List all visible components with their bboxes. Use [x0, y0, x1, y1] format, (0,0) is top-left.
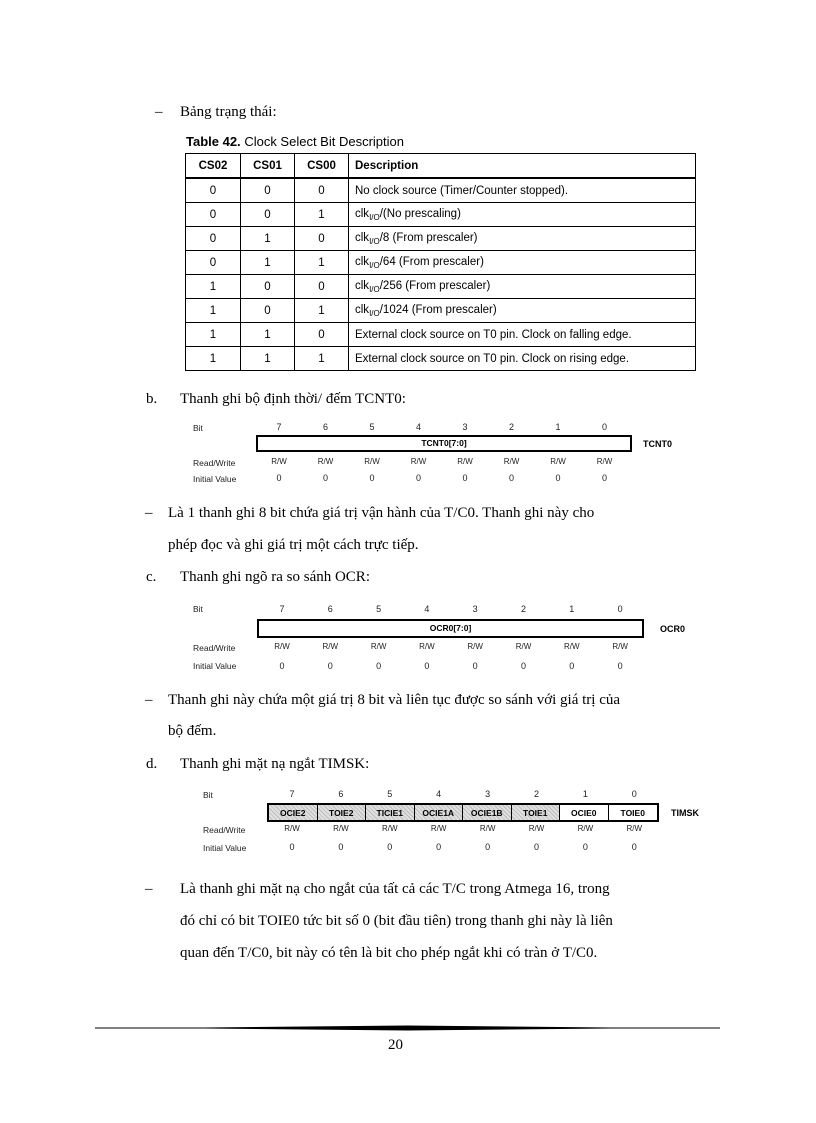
table-cell-cs02: 0: [186, 203, 241, 227]
table-cell-cs00: 1: [295, 347, 349, 371]
read-write-label: Read/Write: [193, 458, 236, 468]
initial-value: 0: [472, 661, 478, 671]
bit-number: 0: [601, 422, 607, 432]
initial-value: 0: [462, 473, 468, 483]
section-label-d: d.: [146, 756, 158, 772]
initial-value: 0: [533, 842, 539, 852]
tcnt0-field: [256, 435, 632, 452]
table-row: [186, 323, 696, 347]
header-description: Description: [349, 154, 696, 179]
read-write-value: R/W: [612, 642, 628, 651]
description-subscript: I/O: [369, 308, 380, 318]
bit-number: 2: [533, 789, 539, 799]
read-write-value: R/W: [626, 824, 643, 833]
paragraph-line: Là thanh ghi mặt nạ cho ngắt của tất cả các T/C trong Atmega 16, trong: [180, 881, 610, 897]
table-cell-cs01: 0: [241, 203, 295, 227]
bit-number: 1: [569, 604, 575, 614]
table-row: [186, 251, 696, 275]
table-cell-description: [349, 323, 696, 347]
bit-number: 1: [582, 789, 588, 799]
bit-number: 7: [276, 422, 282, 432]
timsk-bit-toie2: TOIE2: [318, 805, 367, 820]
footer-rule-thick: [155, 1026, 660, 1031]
description-subscript: I/O: [369, 236, 380, 246]
initial-value: 0: [555, 473, 561, 483]
footer-rule: [95, 1024, 720, 1032]
bullet-dash: –: [155, 104, 163, 120]
table-cell-cs00: 0: [295, 323, 349, 347]
read-write-value: R/W: [479, 824, 496, 833]
initial-value: 0: [338, 842, 344, 852]
tcnt0-register-name: TCNT0: [643, 439, 672, 449]
description-text: No clock source (Timer/Counter stopped).: [355, 184, 569, 197]
section-heading-ocr: Thanh ghi ngõ ra so sánh OCR:: [180, 569, 370, 585]
section-label-b: b.: [146, 391, 158, 407]
paragraph-line: quan đến T/C0, bit này có tên là bit cho phép ngắt khi có tràn ở T/C0.: [180, 945, 598, 961]
read-write-value: R/W: [515, 642, 532, 651]
bit-number: 3: [485, 789, 491, 799]
tcnt0-field-label: TCNT0[7:0]: [421, 438, 467, 448]
table-cell-description: [349, 178, 696, 203]
initial-value: 0: [508, 473, 514, 483]
bit-number: 6: [327, 604, 333, 614]
table-cell-cs01: 1: [241, 323, 295, 347]
read-write-value: R/W: [467, 642, 483, 651]
table-cell-cs00: 1: [295, 299, 349, 323]
initial-value: 0: [601, 473, 607, 483]
bit-number: 5: [376, 604, 382, 614]
bit-number: 0: [631, 789, 637, 799]
table-cell-cs01: 1: [241, 251, 295, 275]
table-row: [186, 347, 696, 371]
bit-number: 4: [436, 789, 442, 799]
timsk-bit-toie1: TOIE1: [512, 805, 561, 820]
description-suffix: /(No prescaling): [379, 207, 461, 220]
table-row: [186, 227, 696, 251]
paragraph-line: bộ đếm.: [168, 723, 217, 739]
bit-number: 5: [369, 422, 375, 432]
paragraph-line: Thanh ghi này chứa một giá trị 8 bit và liên tục được so sánh với giá trị của: [168, 692, 621, 708]
bit-number: 6: [322, 422, 328, 432]
read-write-value: R/W: [274, 642, 290, 651]
description-text: clk: [355, 279, 370, 292]
table-cell-cs02: 1: [186, 275, 241, 299]
read-write-value: R/W: [370, 642, 387, 651]
initial-value: 0: [424, 661, 430, 671]
description-text: clk: [355, 255, 370, 268]
section-heading-timsk: Thanh ghi mặt nạ ngắt TIMSK:: [180, 756, 370, 772]
read-write-value: R/W: [503, 457, 520, 466]
bit-number: 3: [462, 422, 468, 432]
bullet-dash: –: [145, 692, 153, 708]
description-suffix: /1024 (From prescaler): [379, 303, 497, 316]
table-cell-cs02: 1: [186, 299, 241, 323]
bit-number: 2: [508, 422, 514, 432]
bullet-dash: –: [145, 505, 153, 521]
section-label-c: c.: [146, 569, 157, 585]
table-cell-cs00: 0: [295, 227, 349, 251]
initial-value: 0: [369, 473, 375, 483]
ocr0-field-label: OCR0[7:0]: [429, 623, 472, 633]
table-row: [186, 203, 696, 227]
bit-number: 3: [472, 604, 478, 614]
description-text: clk: [355, 303, 370, 316]
read-write-value: R/W: [457, 457, 473, 466]
ocr0-register-name: OCR0: [660, 624, 686, 634]
read-write-value: R/W: [284, 824, 300, 833]
read-write-value: R/W: [564, 642, 580, 651]
description-text: clk: [355, 207, 370, 220]
initial-value: 0: [376, 661, 382, 671]
initial-value: 0: [289, 842, 295, 852]
bit-number: 4: [424, 604, 430, 614]
table-cell-cs02: 1: [186, 347, 241, 371]
table-cell-description: [349, 299, 696, 323]
read-write-label: Read/Write: [193, 643, 236, 653]
table-cell-cs02: 1: [186, 323, 241, 347]
description-text: External clock source on T0 pin. Clock on falling edge.: [355, 328, 632, 341]
table-cell-cs01: 0: [241, 275, 295, 299]
table-cell-description: [349, 347, 696, 371]
read-write-value: R/W: [364, 457, 380, 466]
bit-label: Bit: [193, 423, 203, 433]
table-cell-cs01: 1: [241, 227, 295, 251]
initial-value: 0: [631, 842, 637, 852]
initial-value: 0: [436, 842, 442, 852]
table-caption-number: Table 42.: [186, 134, 241, 149]
description-text: clk: [355, 231, 370, 244]
initial-value: 0: [617, 661, 623, 671]
read-write-value: R/W: [550, 457, 566, 466]
initial-value: 0: [322, 473, 328, 483]
paragraph-line: đó chỉ có bit TOIE0 tức bit số 0 (bit đầu tiên) trong thanh ghi này là liên: [180, 913, 613, 929]
read-write-value: R/W: [410, 457, 427, 466]
bit-label: Bit: [203, 790, 213, 800]
table-header-row: [186, 154, 696, 179]
table-cell-cs02: 0: [186, 251, 241, 275]
ocr0-field: [257, 619, 644, 638]
bit-label: Bit: [193, 604, 203, 614]
read-write-value: R/W: [577, 824, 594, 833]
section-heading-tcnt0: Thanh ghi bộ định thời/ đếm TCNT0:: [180, 391, 406, 407]
initial-value: 0: [327, 661, 333, 671]
timsk-bit-ocie1a: OCIE1A: [415, 805, 464, 820]
table-cell-cs01: 1: [241, 347, 295, 371]
bit-number: 2: [520, 604, 526, 614]
bit-number: 0: [617, 604, 623, 614]
table-row: [186, 275, 696, 299]
header-cs02: CS02: [186, 154, 241, 179]
clock-select-table: [185, 153, 696, 371]
description-subscript: I/O: [369, 212, 380, 222]
header-cs00: CS00: [295, 154, 349, 179]
timsk-bit-ocie0: OCIE0: [560, 805, 609, 820]
initial-value: 0: [279, 661, 285, 671]
table-cell-description: [349, 203, 696, 227]
table-cell-description: [349, 275, 696, 299]
initial-value: 0: [520, 661, 526, 671]
table-body: [186, 178, 696, 371]
table-cell-cs01: 0: [241, 299, 295, 323]
read-write-value: R/W: [382, 824, 398, 833]
timsk-bit-ticie1: TICIE1: [366, 805, 415, 820]
initial-value: 0: [276, 473, 282, 483]
bit-number: 1: [555, 422, 561, 432]
table-cell-description: [349, 227, 696, 251]
read-write-value: R/W: [419, 642, 435, 651]
table-row: [186, 178, 696, 203]
description-subscript: I/O: [369, 284, 380, 294]
read-write-value: R/W: [528, 824, 545, 833]
read-write-value: R/W: [333, 824, 349, 833]
bit-number: 4: [415, 422, 421, 432]
initial-value: 0: [415, 473, 421, 483]
header-cs01: CS01: [241, 154, 295, 179]
initial-value-label: Initial Value: [193, 474, 237, 484]
initial-value-label: Initial Value: [203, 843, 247, 853]
initial-value: 0: [387, 842, 393, 852]
table-caption: [186, 134, 404, 149]
page-number: 20: [388, 1037, 403, 1053]
status-table-heading: Bảng trạng thái:: [180, 104, 277, 120]
bit-number: 7: [279, 604, 285, 614]
bit-number: 7: [289, 789, 295, 799]
table-cell-cs01: 0: [241, 178, 295, 203]
description-suffix: /256 (From prescaler): [379, 279, 491, 292]
table-cell-cs00: 0: [295, 178, 349, 203]
table-cell-cs02: 0: [186, 227, 241, 251]
read-write-value: R/W: [596, 457, 613, 466]
table-row: [186, 299, 696, 323]
bit-number: 5: [387, 789, 393, 799]
description-suffix: /64 (From prescaler): [379, 255, 484, 268]
description-subscript: I/O: [369, 260, 380, 270]
initial-value-label: Initial Value: [193, 661, 237, 671]
timsk-bit-toie0: TOIE0: [620, 807, 645, 818]
table-cell-cs00: 0: [295, 275, 349, 299]
read-write-value: R/W: [271, 457, 287, 466]
table-cell-cs00: 1: [295, 203, 349, 227]
table-cell-cs00: 1: [295, 251, 349, 275]
initial-value: 0: [569, 661, 575, 671]
paragraph-line: Là 1 thanh ghi 8 bit chứa giá trị vận hành của T/C0. Thanh ghi này cho: [168, 505, 595, 521]
timsk-register-name: TIMSK: [671, 808, 699, 818]
table-cell-cs02: 0: [186, 178, 241, 203]
timsk-bit-ocie1b: OCIE1B: [463, 805, 512, 820]
read-write-value: R/W: [322, 642, 339, 651]
paragraph-line: phép đọc và ghi giá trị một cách trực tiếp.: [168, 537, 419, 553]
timsk-field-row: [267, 803, 659, 822]
bit-number: 6: [338, 789, 344, 799]
read-write-value: R/W: [430, 824, 447, 833]
timsk-bit-ocie2: OCIE2: [269, 805, 318, 820]
description-text: External clock source on T0 pin. Clock on rising edge.: [355, 352, 630, 365]
read-write-value: R/W: [317, 457, 334, 466]
initial-value: 0: [485, 842, 491, 852]
table-caption-title: Clock Select Bit Description: [244, 134, 404, 149]
bullet-dash: –: [145, 881, 153, 897]
read-write-label: Read/Write: [203, 825, 246, 835]
initial-value: 0: [582, 842, 588, 852]
description-suffix: /8 (From prescaler): [379, 231, 478, 244]
table-cell-description: [349, 251, 696, 275]
